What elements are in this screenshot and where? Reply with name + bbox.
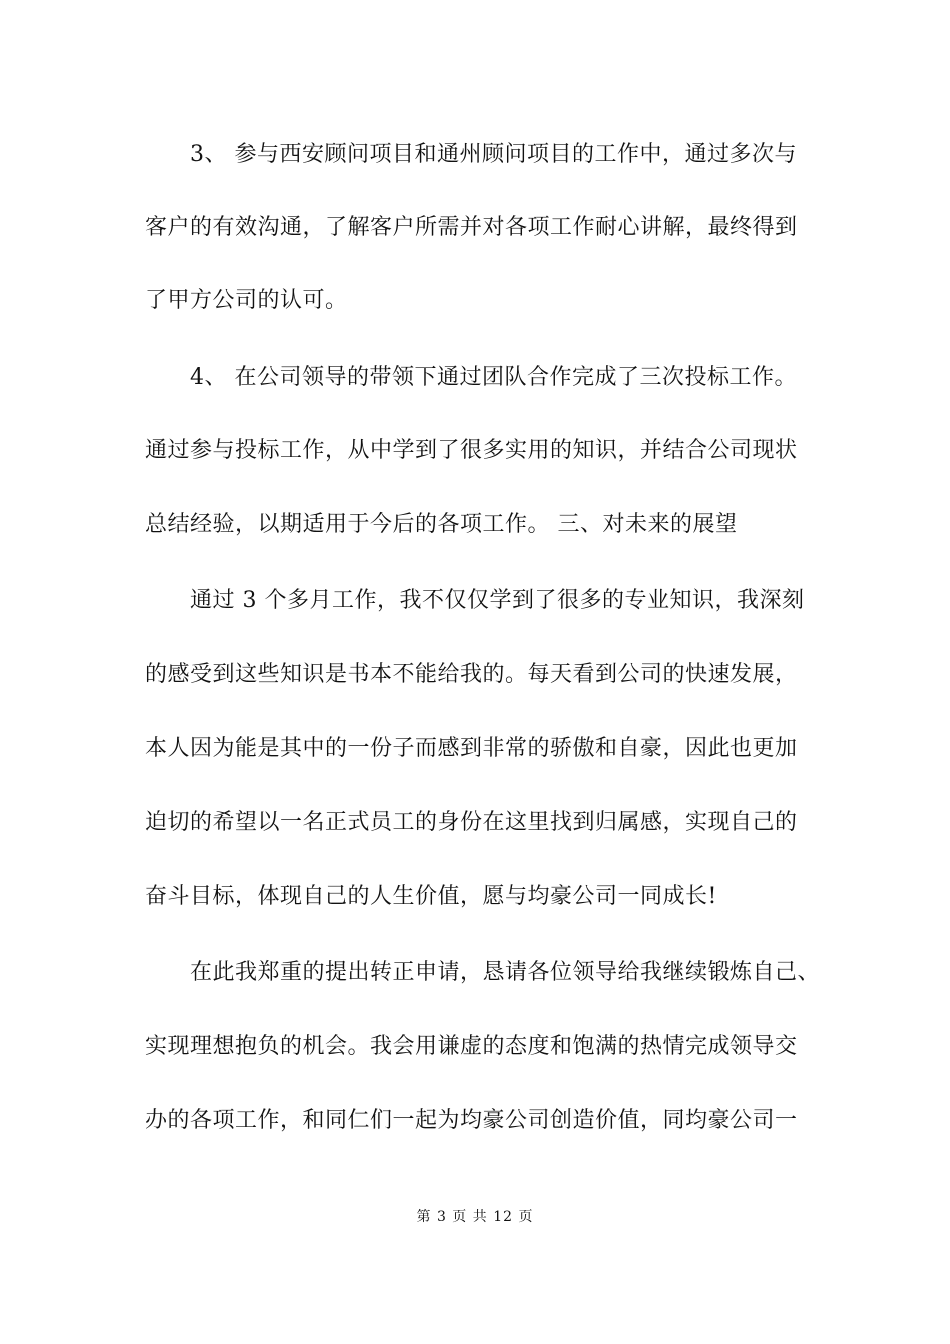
paragraph-line: 客户的有效沟通，了解客户所需并对各项工作耐心讲解，最终得到: [145, 215, 798, 240]
page-number-footer: 第 3 页 共 12 页: [416, 1209, 534, 1225]
paragraph-line: 的感受到这些知识是书本不能给我的。每天看到公司的快速发展，: [145, 662, 798, 687]
paragraph-line: 奋斗目标，体现自己的人生价值，愿与均豪公司一同成长!: [145, 884, 717, 909]
paragraph-line: 4、 在公司领导的带领下通过团队合作完成了三次投标工作。: [190, 365, 797, 390]
paragraph-line: 3、 参与西安顾问项目和通州顾问项目的工作中，通过多次与: [190, 142, 797, 167]
paragraph-line: 办的各项工作，和同仁们一起为均豪公司创造价值，同均豪公司一: [145, 1108, 798, 1133]
paragraph-line: 总结经验，以期适用于今后的各项工作。 三、对未来的展望: [145, 512, 738, 537]
paragraph-line: 实现理想抱负的机会。我会用谦虚的态度和饱满的热情完成领导交: [145, 1034, 798, 1059]
paragraph-line: 通过 3 个多月工作，我不仅仅学到了很多的专业知识，我深刻: [190, 588, 805, 613]
paragraph-line: 迫切的希望以一名正式员工的身份在这里找到归属感，实现自己的: [145, 810, 798, 835]
paragraph-line: 本人因为能是其中的一份子而感到非常的骄傲和自豪，因此也更加: [145, 736, 798, 761]
paragraph-line: 通过参与投标工作，从中学到了很多实用的知识，并结合公司现状: [145, 438, 798, 463]
paragraph-line: 了甲方公司的认可。: [145, 288, 348, 313]
paragraph-line: 在此我郑重的提出转正申请，恳请各位领导给我继续锻炼自己、: [190, 960, 821, 985]
